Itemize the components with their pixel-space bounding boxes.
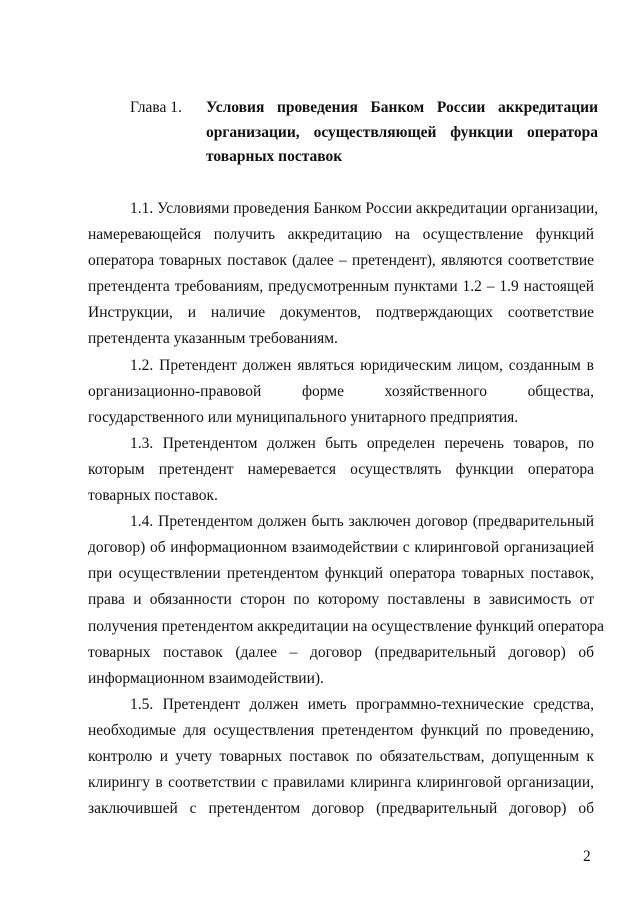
- paragraph-1-3: [88, 431, 594, 509]
- text-line: намеревающейся получить аккредитацию на осуществление функций: [88, 226, 594, 244]
- text-line: информационном взаимодействии).: [88, 669, 324, 687]
- paragraph-1-4: [88, 509, 605, 692]
- chapter-label: Глава 1.: [130, 99, 182, 116]
- text-line: организационно-правовой форме хозяйственного общества,: [88, 382, 594, 400]
- text-line: получения претендентом аккредитации на осуществление функций оператора: [88, 617, 605, 635]
- text-line: при осуществлении претендентом функций оператора товарных поставок,: [88, 565, 594, 583]
- text-line: претендента указанным требованиям.: [88, 330, 338, 348]
- text-line: заключившей с претендентом договор (предварительный договор) об: [88, 800, 594, 818]
- text-line: 1.3. Претендентом должен быть определен перечень товаров, по: [130, 434, 594, 452]
- paragraph-1-2: [88, 353, 594, 431]
- text-line: товарных поставок.: [88, 487, 218, 505]
- text-line: государственного или муниципального унитарного предприятия.: [88, 408, 519, 426]
- text-line: Инструкции, и наличие документов, подтверждающих соответствие: [88, 304, 594, 322]
- chapter-title-line: организации, осуществляющей функции оператора: [206, 123, 598, 141]
- text-line: которым претендент намеревается осуществлять функции оператора: [88, 460, 594, 478]
- text-line: 1.1. Условиями проведения Банком России аккредитации организации,: [130, 200, 599, 217]
- page-number: 2: [583, 848, 591, 865]
- paragraph-1-5: [88, 692, 594, 822]
- document-body: [88, 196, 605, 822]
- text-line: 1.4. Претендентом должен быть заключен договор (предварительный: [130, 513, 594, 531]
- text-line: 1.5. Претендент должен иметь программно-технические средства,: [130, 695, 594, 713]
- text-line: клирингу в соответствии с правилами клиринга клиринговой организации,: [88, 774, 594, 792]
- text-line: права и обязанности сторон по которому поставлены в зависимость от: [88, 591, 594, 609]
- chapter-title-line: Условия проведения Банком России аккредитации: [206, 99, 598, 116]
- text-line: 1.2. Претендент должен являться юридическим лицом, созданным в: [130, 356, 594, 374]
- paragraph-1-1: [88, 196, 599, 353]
- text-line: контролю и учету товарных поставок по обязательствам, допущенным к: [88, 747, 594, 765]
- text-line: товарных поставок (далее – договор (предварительный договор) об: [88, 643, 594, 661]
- chapter-title: [206, 96, 598, 170]
- text-line: договор) об информационном взаимодействии с клиринговой организацией: [88, 539, 594, 557]
- chapter-title-line: товарных поставок: [206, 148, 343, 165]
- text-line: претендента требованиям, предусмотренным пунктами 1.2 – 1.9 настоящей: [88, 278, 594, 296]
- text-line: необходимые для осуществления претендентом функций по проведению,: [88, 721, 594, 739]
- text-line: оператора товарных поставок (далее – претендент), являются соответствие: [88, 252, 594, 270]
